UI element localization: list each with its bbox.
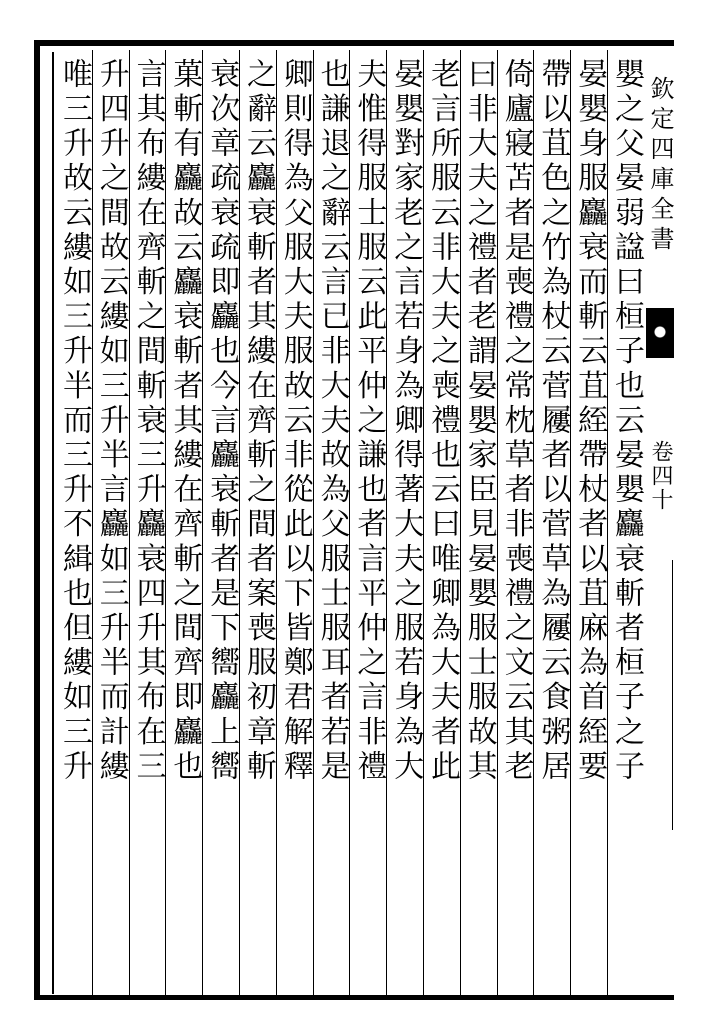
text-column: 也謙退之辭云言已非大夫故為父服士服耳者若是: [314, 58, 350, 785]
text-column: 言其布縷在齊斬之間斬衰三升麤衰四升其布在三: [130, 58, 166, 785]
text-column: 菓斬有麤故云麤衰斬者其縷在齊斬之間齊即麤也: [167, 58, 203, 785]
text-column: 之辭云麤衰斬者其縷在齊斬之間者案喪服初章斬: [241, 58, 276, 785]
text-column: 老言所服云非大夫之喪禮也云曰唯卿為大夫者此: [425, 58, 460, 785]
fish-tail-mark-icon: [646, 308, 674, 358]
page-margin: [646, 50, 674, 830]
volume-label: 卷四十: [648, 440, 673, 512]
book-title: 欽定四庫全書: [646, 76, 674, 256]
text-column: 唯三升故云縷如三升半而三升不緝也但縷如三升: [57, 58, 92, 785]
margin-divider: [672, 560, 673, 830]
text-column: 曰非大夫之禮者老謂晏嬰家臣見晏嬰服士服故其: [461, 58, 497, 785]
text-column: 卿則得為父服大夫服故云非從此以下皆鄭君解釋: [277, 58, 313, 785]
text-column: 夫惟得服士服云此平仲之謙也者言平仲之言非禮: [351, 58, 387, 785]
text-column: 晏嬰身服麤衰而斬云苴絰帶杖者以苴麻為首絰要: [572, 58, 608, 785]
text-column: 嬰之父晏弱諡曰桓子也云晏嬰麤衰斬者桓子之子: [609, 58, 644, 785]
text-column: 帶以苴色之竹為杖云菅屨者以菅草為屨云食粥居: [535, 58, 571, 785]
text-column: 衰次章疏衰疏即麤也今言麤衰斬者是下嚮麤上嚮: [204, 58, 240, 785]
text-column: 倚廬寢苫者是喪禮之常枕草者非喪禮之文云其老: [498, 58, 534, 785]
text-column: 晏嬰對家老之言若身為卿得著大夫之服若身為大: [388, 58, 424, 785]
inner-border-line: [52, 52, 54, 994]
text-column: 升四升之間故云縷如三升半言麤如三升半而計縷: [93, 58, 129, 785]
